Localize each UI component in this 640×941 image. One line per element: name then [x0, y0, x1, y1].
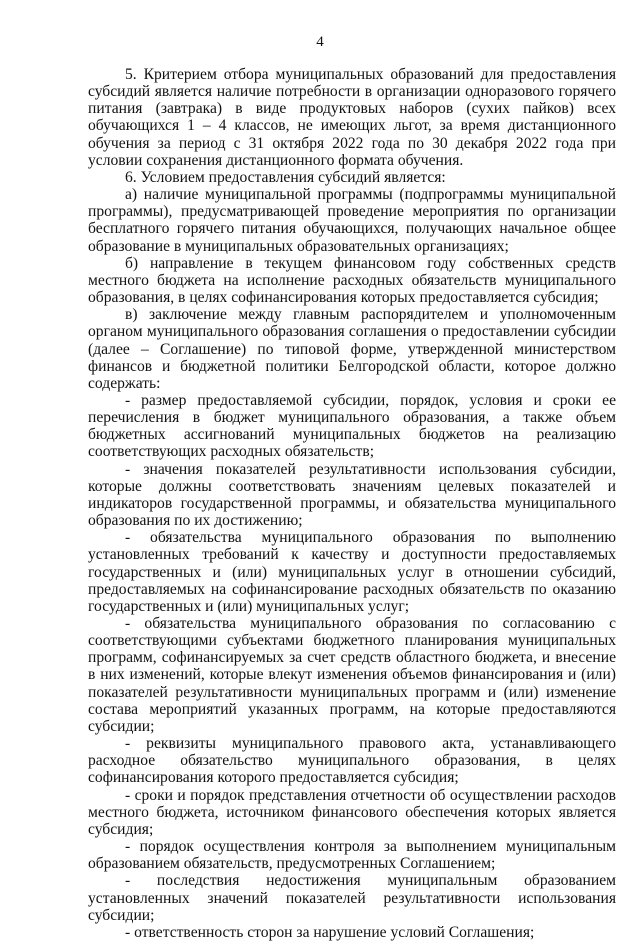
list-item-service-quality: - обязательства муниципального образования по выполнению установленных требований к качеству и доступности предоставляемых государственных и (или) муниципальных услуг в отношении субсидий, предоставляемых на софинансирование расходных обязательств по оказанию государственных и (или) муниципальных услуг; — [88, 529, 616, 615]
paragraph-condition-c: в) заключение между главным распорядителем и уполномоченным органом муниципального образования соглашения о предоставлении субсидии (далее – Соглашение) по типовой форме, утвержденной министерством финансов и бюджетной политики Белгородской области, которое должно содержать: — [88, 306, 616, 392]
list-item-reporting: - сроки и порядок представления отчетности об осуществлении расходов местного бюджета, источником финансового обеспечения которых является субсидия; — [88, 786, 616, 838]
list-item-subsidy-size: - размер предоставляемой субсидии, порядок, условия и сроки ее перечисления в бюджет муниципального образования, а также объем бюджетных ассигнований муниципальных бюджетов на реализацию соответствующих расходных обязательств; — [88, 391, 616, 461]
paragraph-condition-a: а) наличие муниципальной программы (подпрограммы муниципальной программы), предусматривающей проведение мероприятия по организации бесплатного горячего питания обучающихся, получающих начальное общее образование в муниципальных образовательных организациях; — [88, 186, 616, 255]
list-item-program-coordination: - обязательства муниципального образования по согласованию с соответствующими субъектами бюджетного планирования муниципальных программ, софинансируемых за счет средств областного бюджета, и внесение в них изменений, которые влекут изменения объемов финансирования и (или) показателей результативности муниципальных программ и (или) изменение состава мероприятий указанных программ, на которые предоставляются субсидии; — [88, 615, 616, 735]
paragraph-criterion: 5. Критерием отбора муниципальных образований для предоставления субсидий является наличие потребности в организации одноразового горячего питания (завтрака) в виде продуктовых наборов (сухих пайков) всех обучающихся 1 – 4 классов, не имеющих льгот, за время дистанционного обучения за период с 31 октября 2022 года по 30 декабря 2022 года при условии сохранения дистанционного формата обучения. — [88, 66, 616, 169]
list-item-performance-indicators: - значения показателей результативности использования субсидии, которые должны соответствовать значениям целевых показателей и индикаторов государственной программы, и обязательства муниципального образования по их достижению; — [88, 460, 616, 530]
list-item-non-achievement: - последствия недостижения муниципальным образованием установленных значений показателей результативности использования субсидии; — [88, 872, 616, 924]
page-number: 4 — [316, 34, 324, 50]
paragraph-condition-b: б) направление в текущем финансовом году собственных средств местного бюджета на исполнение расходных обязательств муниципального образования, в целях софинансирования которых предоставляется субсидия; — [88, 254, 616, 307]
list-item-control-procedure: - порядок осуществления контроля за выполнением муниципальным образованием обязательств, предусмотренных Соглашением; — [88, 838, 616, 873]
list-item-legal-act-details: - реквизиты муниципального правового акта, устанавливающего расходное обязательство муниципального образования, в целях софинансирования которого предоставляется субсидия; — [88, 735, 616, 787]
paragraph-condition-heading: 6. Условием предоставления субсидий является: — [125, 168, 446, 186]
document-body — [88, 66, 616, 941]
list-item-liability: - ответственность сторон за нарушение условий Соглашения; — [125, 923, 535, 941]
